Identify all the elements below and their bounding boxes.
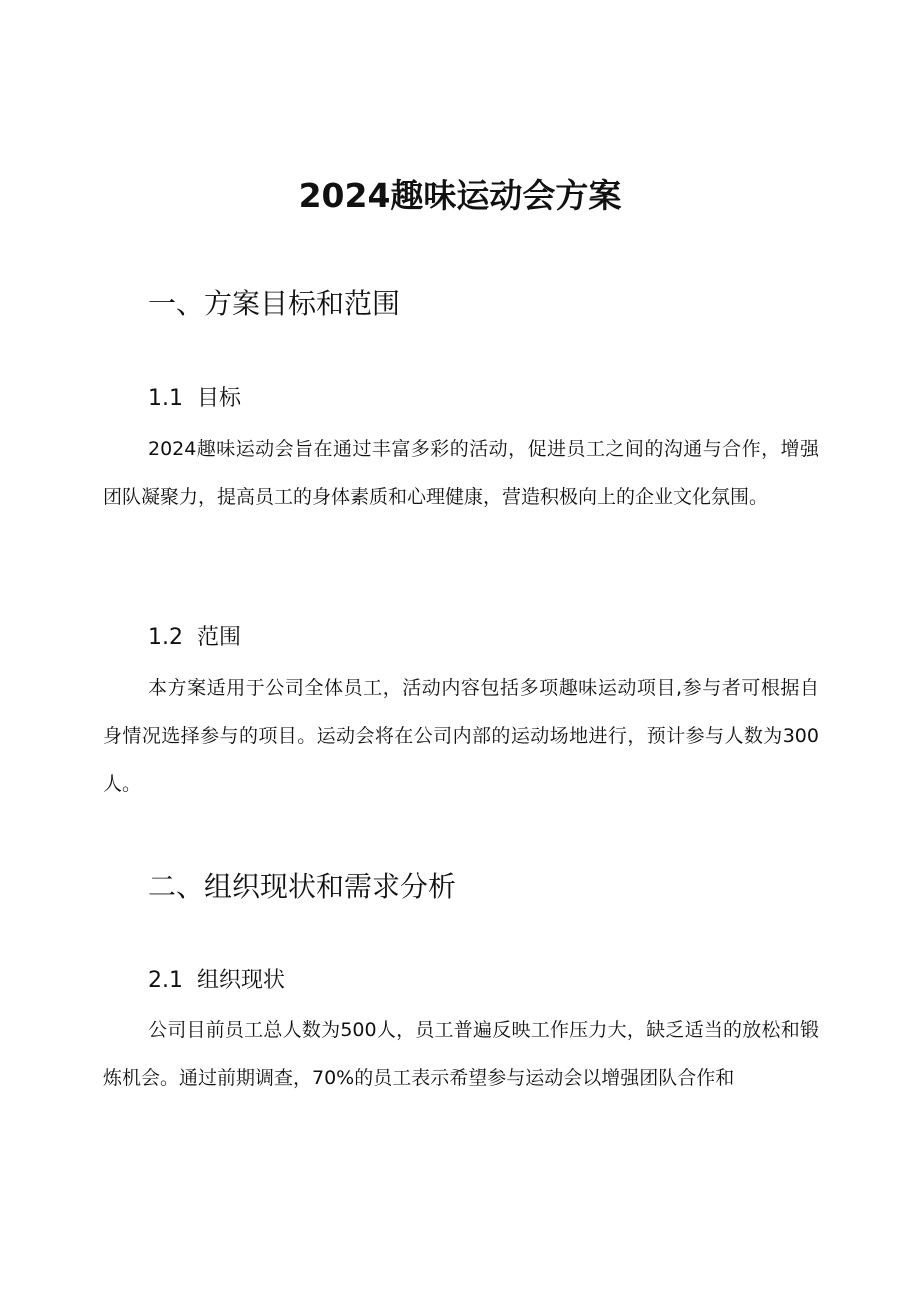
paragraph-org-status: 公司目前员工总人数为500人，员工普遍反映工作压力大，缺乏适当的放松和锻炼机会。通过前期调查，70%的员工表示希望参与运动会以增强团队合作和 [103, 1019, 819, 1089]
subsection-title: 范围 [197, 625, 242, 650]
subsection-heading-1-2 [148, 622, 241, 654]
subsection-heading-1-1 [148, 383, 241, 415]
subsection-heading-2-1 [148, 965, 285, 997]
document-title: 2024趣味运动会方案 [298, 176, 622, 215]
subsection-number: 2.1 [148, 968, 183, 993]
section-heading-2: 二、组织现状和需求分析 [148, 870, 457, 903]
section-heading-1: 一、方案目标和范围 [148, 287, 401, 320]
paragraph-goal: 2024趣味运动会旨在通过丰富多彩的活动，促进员工之间的沟通与合作，增强团队凝聚力，提高员工的身体素质和心理健康，营造积极向上的企业文化氛围。 [103, 438, 819, 508]
subsection-number: 1.2 [148, 625, 183, 650]
paragraph-scope: 本方案适用于公司全体员工，活动内容包括多项趣味运动项目,参与者可根据自身情况选择参与的项目。运动会将在公司内部的运动场地进行，预计参与人数为300人。 [103, 677, 819, 795]
subsection-title: 目标 [197, 386, 242, 411]
subsection-number: 1.1 [148, 386, 183, 411]
subsection-title: 组织现状 [197, 968, 286, 993]
